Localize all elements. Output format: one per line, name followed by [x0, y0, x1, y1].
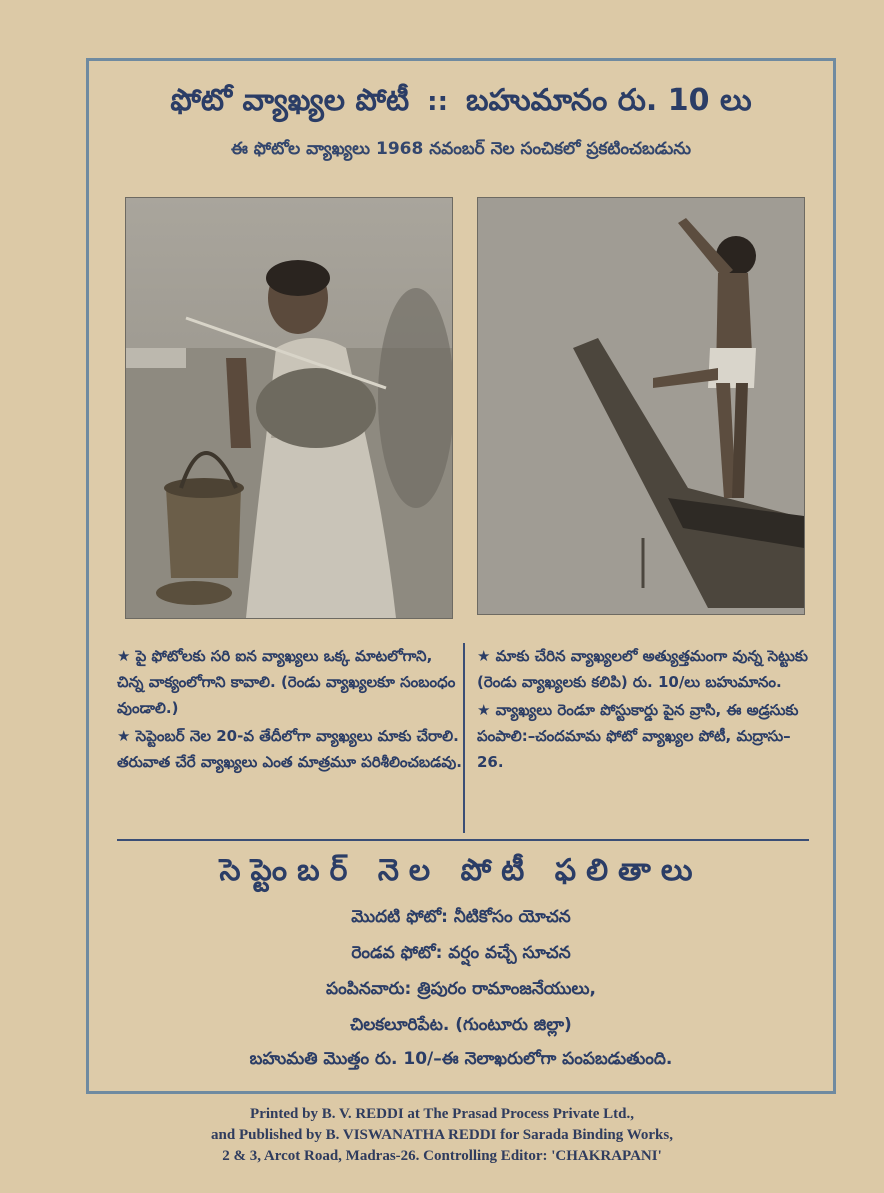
rule-item: ★ వ్యాఖ్యలు రెండూ పోస్టుకార్డు పైన వ్రాసి, ఈ అడ్రసుకు పంపాలి:–చందమామ ఫోటో వ్యాఖ్యల పోటీ, మద్రాసు–26. [477, 701, 799, 771]
result-second-photo: రెండవ ఫోటో: వర్షం వచ్చే సూచన [351, 943, 571, 963]
footer-line: and Published by B. VISWANATHA REDDI for Sarada Binding Works, [211, 1127, 673, 1143]
photo-boy-on-boat [477, 197, 805, 615]
publisher-footer [0, 1104, 884, 1167]
rule-item: ★ సెప్టెంబర్ నెల 20-వ తేదీలోగా వ్యాఖ్యలు మాకు చేరాలి. తరువాత చేరే వ్యాఖ్యలు ఎంత మాత్రమూ పరిశీలించబడవు. [117, 727, 462, 771]
title-left: ఫోటో వ్యాఖ్యల పోటీ [170, 83, 410, 118]
rule-item: ★ పై ఫోటోలకు సరి ఐన వ్యాఖ్యలు ఒక్క మాటలోగాని, చిన్న వాక్యంలోగాని కావాలి. (రెండు వ్యాఖ్యలకూ సంబంధం వుండాలి.) [117, 647, 456, 717]
rules-right-column [477, 643, 817, 777]
contest-frame [86, 58, 836, 1094]
section-divider [117, 839, 809, 841]
column-divider [463, 643, 465, 833]
footer-line: 2 & 3, Arcot Road, Madras-26. Controlling Editor: 'CHAKRAPANI' [222, 1148, 662, 1164]
result-place: చిలకలూరిపేట. (గుంటూరు జిల్లా) [350, 1015, 572, 1035]
subtitle: ఈ ఫోటోల వ్యాఖ్యలు 1968 నవంబర్ నెల సంచికలో ప్రకటించబడును [230, 139, 692, 159]
title-prize: బహుమానం రు. 10 లు [465, 83, 752, 118]
results-heading: సెప్టెంబర్ నెల పోటీ ఫలితాలు [219, 853, 703, 888]
rule-item: ★ మాకు చేరిన వ్యాఖ్యలలో అత్యుత్తమంగా వున్న సెట్టుకు (రెండు వ్యాఖ్యలకు కలిపి) రు. 10/లు బహుమానం. [477, 647, 808, 691]
photo-girl-with-basket [125, 197, 453, 619]
footer-line: Printed by B. V. REDDI at The Prasad Process Private Ltd., [250, 1106, 634, 1122]
contest-title [89, 83, 833, 125]
result-prize: బహుమతి మొత్తం రు. 10/–ఈ నెలాఖరులోగా పంపబడుతుంది. [249, 1049, 673, 1069]
title-separator: :: [427, 87, 448, 117]
rules-left-column [117, 643, 462, 777]
result-first-photo: మొదటి ఫోటో: నీటికోసం యోచన [351, 907, 571, 927]
result-sender: పంపినవారు: త్రిపురం రామాంజనేయులు, [326, 979, 596, 999]
